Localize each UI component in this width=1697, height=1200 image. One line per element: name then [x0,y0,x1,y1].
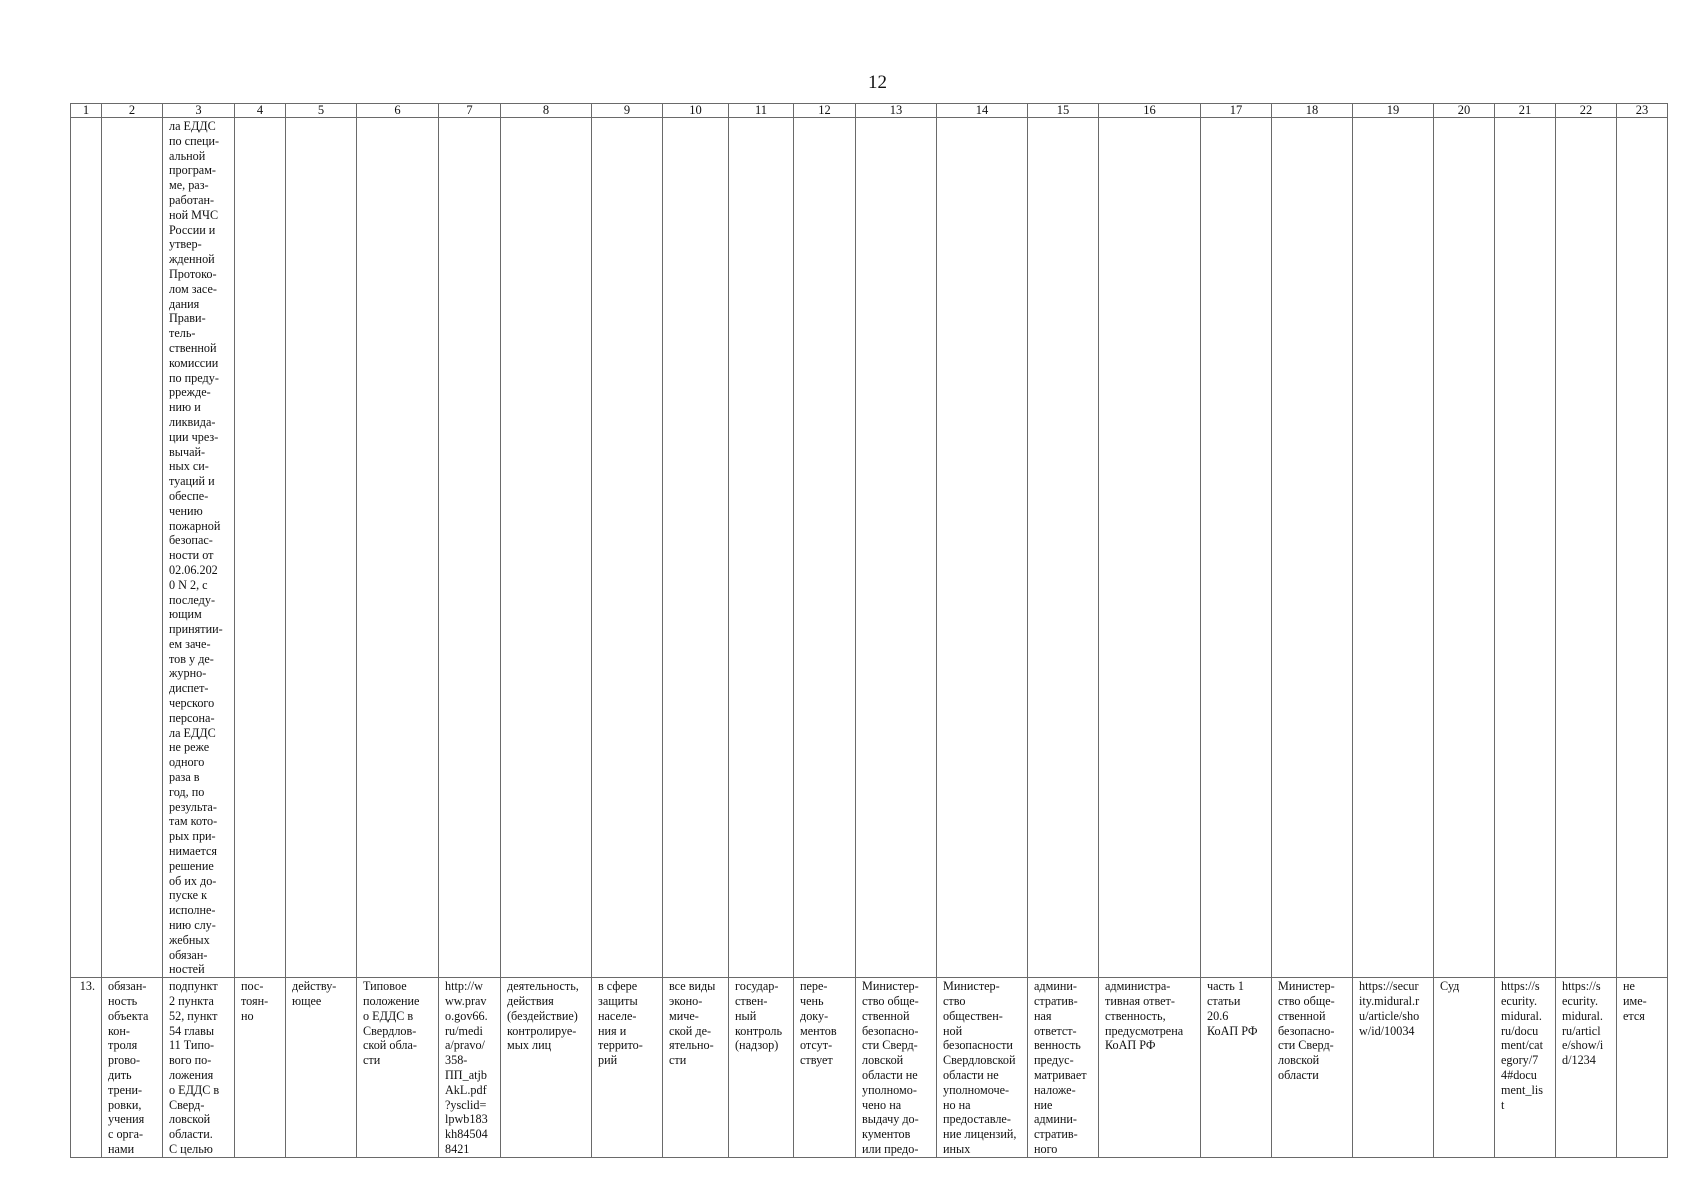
column-header: 8 [501,104,592,118]
row-number: 13. [71,978,102,1158]
table-cell [1201,118,1272,978]
table-cell: государ- ствен- ный контроль (надзор) [729,978,794,1158]
column-header: 19 [1353,104,1434,118]
column-header: 4 [235,104,286,118]
table-cell [286,118,357,978]
table-cell [102,118,163,978]
table-cell [1272,118,1353,978]
column-header: 11 [729,104,794,118]
column-number-row [71,104,1668,118]
table-cell [856,118,937,978]
table-cell: Типовое положение о ЕДДС в Свердлов- ской обла- сти [357,978,439,1158]
table-cell: администра- тивная ответ- ственность, предусмотрена КоАП РФ [1099,978,1201,1158]
requirements-table [70,103,1668,1158]
table-cell [1556,118,1617,978]
table-cell [71,118,102,978]
table-cell: Суд [1434,978,1495,1158]
column-header: 16 [1099,104,1201,118]
column-header: 12 [794,104,856,118]
table-cell: подпункт 2 пункта 52, пункт 54 главы 11 Типо- вого по- ложения о ЕДДС в Сверд- ловской области. С целью [163,978,235,1158]
table-cell [592,118,663,978]
url-cell[interactable]: https://s ecurity. midural. ru/docu ment/cat egory/7 4#docu ment_lis t [1495,978,1556,1158]
column-header: 13 [856,104,937,118]
column-header: 1 [71,104,102,118]
table-cell [357,118,439,978]
url-cell[interactable]: https://s ecurity. midural. ru/articl e/show/i d/1234 [1556,978,1617,1158]
table-cell [439,118,501,978]
column-header: 17 [1201,104,1272,118]
column-header: 20 [1434,104,1495,118]
column-header: 21 [1495,104,1556,118]
column-header: 9 [592,104,663,118]
table-cell [1099,118,1201,978]
column-header: 14 [937,104,1028,118]
column-header: 18 [1272,104,1353,118]
url-cell[interactable]: http://w ww.prav o.gov66. ru/medi a/pravo/ 358- ПП_atjb AkL.pdf ?ysclid= lpwb183 kh84504 8421 [439,978,501,1158]
page-number: 12 [868,72,887,93]
table-cell: обязан- ность объекта кон- троля prово- дить трени- ровки, учения с орга- нами [102,978,163,1158]
table-cell: в сфере защиты населе- ния и террито- рий [592,978,663,1158]
table-cell [501,118,592,978]
table-cell [663,118,729,978]
table-cell: не име- ется [1617,978,1668,1158]
column-header: 2 [102,104,163,118]
table-cell: деятельность, действия (бездействие) контролируе- мых лиц [501,978,592,1158]
table-cell: Министер- ство обществен- ной безопасности Свердловской области не уполномоче- но на предоставле- ние лицензий, иных [937,978,1028,1158]
table-cell [794,118,856,978]
table-cell: все виды эконо- миче- ской де- ятельно- сти [663,978,729,1158]
table-cell [1617,118,1668,978]
table-cell [235,118,286,978]
table-row-13 [71,978,1668,1158]
table-cell [1495,118,1556,978]
table-cell: Министер- ство обще- ственной безопасно- сти Сверд- ловской области [1272,978,1353,1158]
column-header: 5 [286,104,357,118]
table-row-continuation [71,118,1668,978]
table-cell: пос- тоян- но [235,978,286,1158]
table-cell: часть 1 статьи 20.6 КоАП РФ [1201,978,1272,1158]
column-header: 6 [357,104,439,118]
column-header: 22 [1556,104,1617,118]
table-cell [1434,118,1495,978]
table-cell [729,118,794,978]
column-header: 23 [1617,104,1668,118]
url-cell[interactable]: https://secur ity.midural.r u/article/sho w/id/10034 [1353,978,1434,1158]
column-header: 3 [163,104,235,118]
column-header: 7 [439,104,501,118]
table-cell: Министер- ство обще- ственной безопасно- сти Сверд- ловской области не уполномо- чено на выдачу до- кументов или предо- [856,978,937,1158]
table-cell: пере- чень доку- ментов отсут- ствует [794,978,856,1158]
table-cell: ла ЕДДС по специ- альной програм- ме, раз- работан- ной МЧС России и утвер- жденной Протоко- лом засе- дания Прави- тель- ственной комиссии по преду- pрежде- нию и ликвида- ции чрез- вычай- ных си- туаций и обеспе- чению пожарной безопас- ности от 02.06.202 0 N 2, с последу- ющим принятии- ем заче- тов у де- журно- диспет- черского персона- ла ЕДДС не реже одного раза в год, по результа- там кото- рых при- нимается решение об их до- пуске к исполне- нию слу- жебных обязан- ностей [163,118,235,978]
table-cell [937,118,1028,978]
table-cell: админи- стратив- ная ответст- венность предус- матривает наложе- ние админи- стратив- ного [1028,978,1099,1158]
table-cell [1353,118,1434,978]
table-cell [1028,118,1099,978]
column-header: 15 [1028,104,1099,118]
table-cell: действу- ющее [286,978,357,1158]
column-header: 10 [663,104,729,118]
